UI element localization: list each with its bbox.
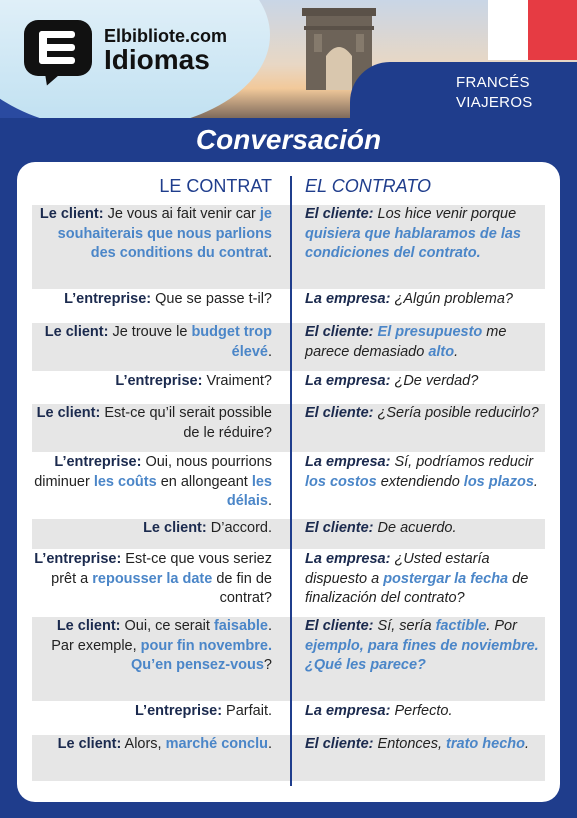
highlighted-phrase: budget trop élevé [191, 324, 272, 360]
dialogue-text: . Par exemple, [51, 618, 272, 654]
highlighted-phrase: quisiera que hablaramos de las condiciones del contrato. [305, 225, 521, 261]
french-line [32, 205, 272, 264]
dialogue-text: Est-ce que vous seriez prêt a [51, 551, 272, 587]
category-topic: VIAJEROS [456, 94, 533, 111]
speaker-label: L’entreprise: [135, 703, 223, 719]
dialogue-text: Perfecto. [390, 703, 453, 719]
dialogue-row [32, 372, 545, 404]
spanish-line [305, 735, 545, 755]
dialogue-row [32, 290, 545, 322]
highlighted-phrase: faisable [213, 618, 268, 634]
speaker-label: Le client: [57, 736, 122, 752]
speaker-label: Le client: [44, 324, 109, 340]
dialogue-row [32, 702, 545, 734]
french-line [32, 372, 272, 392]
dialogue-text: ¿De verdad? [390, 373, 479, 389]
speaker-label: El cliente: [305, 618, 374, 634]
french-line [32, 404, 272, 443]
speaker-label: El cliente: [305, 324, 374, 340]
column-divider [290, 176, 292, 786]
dialogue-text: . [267, 736, 272, 752]
highlighted-phrase: los costos [305, 473, 377, 490]
french-line [32, 323, 272, 362]
spanish-line [305, 453, 545, 492]
spanish-line [305, 372, 545, 392]
dialogue-row [32, 453, 545, 518]
dialogue-text: me parece demasiado [305, 324, 507, 360]
dialogue-row [32, 404, 545, 452]
highlighted-phrase: ejemplo, para fines de noviembre. ¿Qué les parece? [305, 637, 539, 673]
speaker-label: L’entreprise: [115, 373, 203, 389]
dialogue-text: ¿Sería posible reducirlo? [373, 405, 539, 421]
dialogue-text: ¿Usted estaría dispuesto a [305, 551, 490, 587]
french-line [32, 550, 272, 609]
highlighted-phrase: les coûts [93, 473, 157, 490]
dialogue-text: en allongeant [156, 473, 252, 490]
speaker-label: L’entreprise: [54, 454, 142, 470]
dialogue-text: Je vous ai fait venir car [103, 206, 260, 222]
dialogue-text: Entonces, [373, 736, 447, 752]
french-line [32, 617, 272, 676]
france-flag-icon [488, 0, 528, 60]
spanish-line [305, 323, 545, 362]
dialogue-text: Je trouve le [108, 324, 192, 340]
highlighted-phrase: pour fin novembre. Qu’en pensez-vous [130, 637, 272, 673]
dialogue-text: ¿Algún problema? [390, 291, 513, 307]
dialogue-text: . [454, 343, 459, 360]
spanish-line [305, 290, 545, 310]
speaker-label: Le client: [56, 618, 121, 634]
header-banner [0, 0, 577, 118]
dialogue-row [32, 735, 545, 781]
dialogue-text: Sí, podríamos reducir [390, 454, 534, 470]
spanish-line [305, 519, 545, 539]
category-language: FRANCÉS [456, 74, 530, 91]
france-flag-red-stripe [528, 0, 577, 60]
brand-name-top: Elbibliote.com [104, 26, 228, 46]
dialogue-text: . [267, 245, 272, 261]
brand-name-bottom: Idiomas [104, 44, 210, 75]
highlighted-phrase: los plazos [463, 473, 534, 490]
speaker-label: La empresa: [305, 373, 391, 389]
dialogue-text: Oui, ce serait [120, 618, 214, 634]
dialogue-row [32, 617, 545, 701]
speaker-label: El cliente: [305, 206, 374, 222]
french-line [32, 453, 272, 512]
spanish-line [305, 617, 545, 676]
logo-letter-icon [35, 27, 81, 69]
speaker-label: El cliente: [305, 405, 374, 421]
highlighted-phrase: trato hecho [446, 736, 525, 752]
speaker-label: El cliente: [305, 520, 374, 536]
speaker-label: Le client: [36, 405, 101, 421]
speaker-label: L’entreprise: [64, 291, 152, 307]
dialogue-text: ? [263, 657, 272, 673]
spanish-line [305, 404, 545, 424]
dialogue-row [32, 323, 545, 371]
speaker-label: Le client: [143, 520, 207, 536]
french-line [32, 735, 272, 755]
highlighted-phrase: marché conclu [165, 736, 268, 752]
column-header-spanish-text: EL CONTRATO [305, 176, 432, 196]
dialogue-row [32, 205, 545, 289]
dialogue-text: . Por [486, 618, 517, 634]
french-line [32, 702, 272, 722]
dialogue-text: Oui, nous pourrions diminuer [34, 454, 272, 490]
dialogue-text: de finalización del contrato? [305, 570, 529, 606]
highlighted-phrase: repousser la date [92, 570, 213, 587]
dialogue-text: Que se passe t-il? [151, 291, 272, 307]
dialogue-text: . [525, 736, 530, 752]
speaker-label: La empresa: [305, 291, 391, 307]
highlighted-phrase: postergar la fecha [383, 570, 509, 587]
dialogue-row [32, 519, 545, 549]
dialogue-text: . [533, 473, 538, 490]
speaker-label: La empresa: [305, 551, 391, 567]
dialogue-text: Est-ce qu’il serait possible de le réduire? [100, 405, 272, 441]
page-title: Conversación [195, 124, 382, 155]
french-line [32, 290, 272, 310]
speaker-label: Le client: [39, 206, 104, 222]
dialogue-text: Los hice venir porque [373, 206, 517, 222]
highlighted-phrase: les délais [226, 473, 272, 509]
speaker-label: El cliente: [305, 736, 374, 752]
dialogue-text: Parfait. [222, 703, 272, 719]
dialogue-text: . [267, 343, 272, 360]
spanish-line [305, 550, 545, 609]
dialogue-text: De acuerdo. [373, 520, 457, 536]
highlighted-phrase: je souhaiterais que nous parlions des conditions du contrat [57, 206, 272, 261]
dialogue-text: D’accord. [206, 520, 272, 536]
dialogue-text: Alors, [121, 736, 166, 752]
column-header-spanish [305, 176, 545, 197]
spanish-line [305, 702, 545, 722]
french-line [32, 519, 272, 539]
dialogue-text: de fin de contrat? [212, 570, 272, 606]
highlighted-phrase: alto [428, 343, 455, 360]
highlighted-phrase: El presupuesto [377, 324, 483, 340]
spanish-line [305, 205, 545, 264]
dialogue-text: . [267, 493, 272, 509]
dialogue-text: Sí, sería [373, 618, 436, 634]
dialogue-text: Vraiment? [202, 373, 272, 389]
dialogue-row [32, 550, 545, 616]
dialogue-text: extendiendo [376, 473, 464, 490]
column-header-french: LE CONTRAT [159, 176, 272, 196]
speaker-label: La empresa: [305, 454, 391, 470]
speaker-label: L’entreprise: [34, 551, 122, 567]
speaker-label: La empresa: [305, 703, 391, 719]
highlighted-phrase: factible [435, 618, 487, 634]
